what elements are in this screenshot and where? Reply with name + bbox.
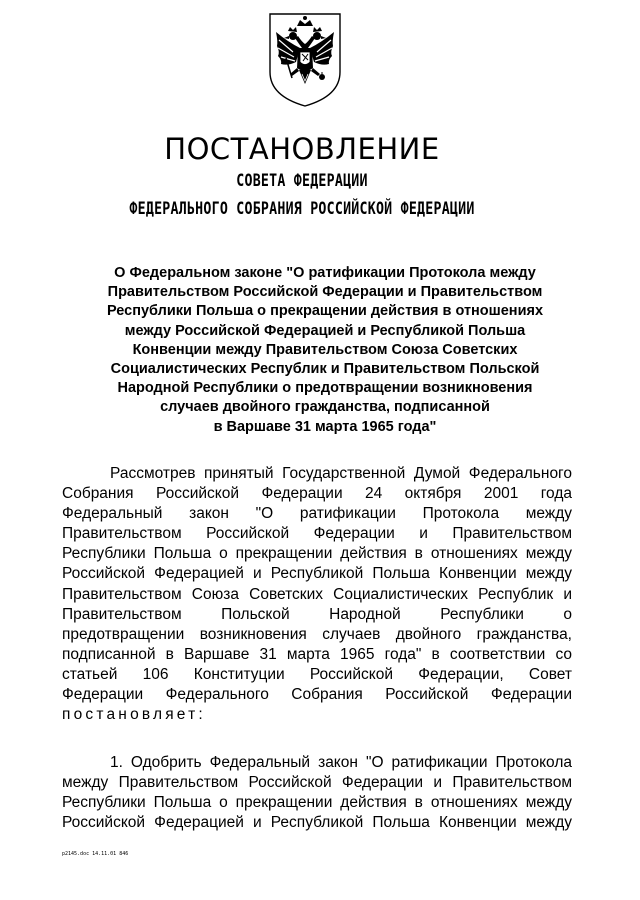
law-title-line: Республики Польша о прекращении действия в отношениях xyxy=(106,303,544,320)
paragraph-line: Собрания Российской Федерации 24 октября 2001 года xyxy=(62,485,572,503)
law-title-line: Правительством Российской Федерации и Правительством xyxy=(107,284,543,301)
paragraph-line: Правительством Союза Советских Социалистических Республик и xyxy=(62,585,572,603)
clause-1-paragraph xyxy=(62,753,572,833)
paragraph-line: статьей 106 Конституции Российской Федерации, Совет xyxy=(62,665,572,683)
paragraph-line: Российской Федерацией и Республикой Польша Конвенции между xyxy=(62,814,572,832)
paragraph-line: Республики Польша о прекращении действия в отношениях между xyxy=(62,794,572,812)
document-title: ПОСТАНОВЛЕНИЕ xyxy=(164,132,440,166)
paragraph-line: Федеральный закон "О ратификации Протокола между xyxy=(62,505,572,523)
law-title-line: Конвенции между Правительством Союза Советских xyxy=(132,341,518,358)
paragraph-line: Федерации Федерального Собрания Российской Федерации xyxy=(62,686,572,704)
law-title-line: Социалистических Республик и Правительством Польской xyxy=(110,361,540,378)
law-title xyxy=(62,264,588,437)
paragraph-line: подписанной в Варшаве 31 марта 1965 года" в соответствии со xyxy=(62,645,572,663)
paragraph-line: предотвращении возникновения случаев двойного гражданства, xyxy=(62,625,572,643)
law-title-line: Народной Республики о предотвращении возникновения xyxy=(117,380,533,397)
law-title-line: в Варшаве 31 марта 1965 года" xyxy=(213,418,437,435)
document-subtitle-assembly: ФЕДЕРАЛЬНОГО СОБРАНИЯ РОССИЙСКОЙ ФЕДЕРАЦИИ xyxy=(129,199,475,219)
file-reference-footer: p2145.doc 14.11.01 846 xyxy=(62,851,129,857)
preamble-paragraph xyxy=(62,464,572,725)
law-title-line: О Федеральном законе "О ратификации Протокола между xyxy=(114,265,536,281)
paragraph-line: Правительством Польской Народной Республики о xyxy=(62,605,572,623)
law-title-line: случаев двойного гражданства, подписанной xyxy=(160,399,490,416)
paragraph-line: Правительством Российской Федерации и Правительством xyxy=(62,525,572,543)
coat-of-arms-icon xyxy=(266,12,344,108)
paragraph-line: Рассмотрев принятый Государственной Думой Федерального xyxy=(110,465,572,482)
law-title-line: между Российской Федерацией и Республикой Польша xyxy=(124,322,526,339)
decree-word: постановляет: xyxy=(62,706,206,724)
paragraph-line: 1. Одобрить Федеральный закон "О ратификации Протокола xyxy=(110,754,572,771)
paragraph-line: Республики Польша о прекращении действия в отношениях между xyxy=(62,545,572,563)
document-subtitle-council: СОВЕТА ФЕДЕРАЦИИ xyxy=(236,171,368,191)
paragraph-line: Российской Федерацией и Республикой Польша Конвенции между xyxy=(62,565,572,583)
paragraph-line: между Правительством Российской Федерации и Правительством xyxy=(62,774,572,792)
